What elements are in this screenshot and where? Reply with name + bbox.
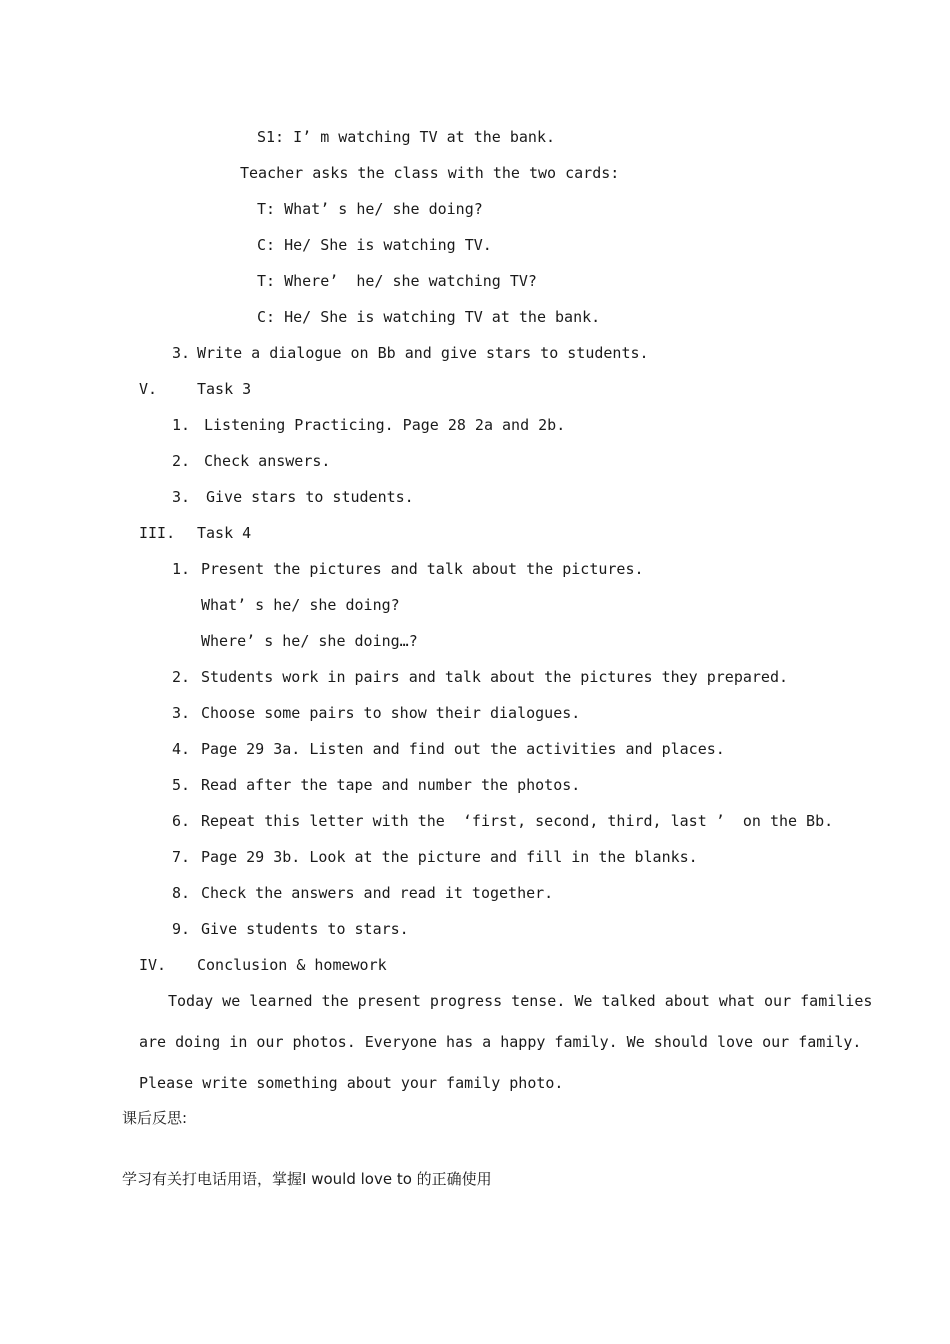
list-number: 1.	[172, 560, 191, 578]
list-item-text: Listening Practicing. Page 28 2a and 2b.	[204, 416, 566, 434]
list-number: 9.	[172, 920, 191, 938]
list-item-text: Read after the tape and number the photos.	[201, 776, 581, 794]
list-number: 2.	[172, 452, 191, 470]
section-title: Task 3	[197, 380, 252, 398]
list-item-text: Give students to stars.	[201, 920, 409, 938]
list-item-text: Check answers.	[204, 452, 331, 470]
conclusion-line: are doing in our photos. Everyone has a happy family. We should love our family.	[139, 1033, 862, 1051]
reflection-text: 学习有关打电话用语，掌握I would love to 的正确使用	[122, 1170, 492, 1188]
dialogue-line: C: He/ She is watching TV at the bank.	[257, 308, 601, 326]
list-number: 6.	[172, 812, 191, 830]
dialogue-line: T: What’ s he/ she doing?	[257, 200, 483, 218]
dialogue-line: S1: I’ m watching TV at the bank.	[257, 128, 556, 146]
list-item-text: Present the pictures and talk about the pictures.	[201, 560, 644, 578]
list-item-text: Students work in pairs and talk about the pictures they prepared.	[201, 668, 788, 686]
list-item-text: Repeat this letter with the ‘first, second, third, last ’ on the Bb.	[201, 812, 834, 830]
list-number: 3.	[172, 488, 191, 506]
list-number: 2.	[172, 668, 191, 686]
list-item-text: Give stars to students.	[206, 488, 414, 506]
conclusion-line: Today we learned the present progress tense. We talked about what our families	[168, 992, 873, 1010]
list-number: 3.	[172, 704, 191, 722]
dialogue-line: T: Where’ he/ she watching TV?	[257, 272, 537, 290]
list-item-text: Page 29 3a. Listen and find out the activities and places.	[201, 740, 725, 758]
reflection-label: 课后反思:	[122, 1109, 188, 1127]
section-title: Conclusion & homework	[197, 956, 387, 974]
section-title: Task 4	[197, 524, 252, 542]
list-item-text: Page 29 3b. Look at the picture and fill in the blanks.	[201, 848, 698, 866]
section-number: V.	[139, 380, 158, 398]
section-number: III.	[139, 524, 176, 542]
list-number: 8.	[172, 884, 191, 902]
conclusion-line: Please write something about your family photo.	[139, 1074, 564, 1092]
list-number: 3.	[172, 344, 191, 362]
list-item-text: Write a dialogue on Bb and give stars to students.	[197, 344, 649, 362]
list-number: 4.	[172, 740, 191, 758]
list-number: 5.	[172, 776, 191, 794]
question-line: Where’ s he/ she doing…?	[201, 632, 418, 650]
section-number: IV.	[139, 956, 167, 974]
question-line: What’ s he/ she doing?	[201, 596, 400, 614]
list-number: 7.	[172, 848, 191, 866]
list-number: 1.	[172, 416, 191, 434]
dialogue-line: C: He/ She is watching TV.	[257, 236, 492, 254]
dialogue-line: Teacher asks the class with the two cards:	[240, 164, 620, 182]
list-item-text: Check the answers and read it together.	[201, 884, 554, 902]
list-item-text: Choose some pairs to show their dialogues.	[201, 704, 581, 722]
